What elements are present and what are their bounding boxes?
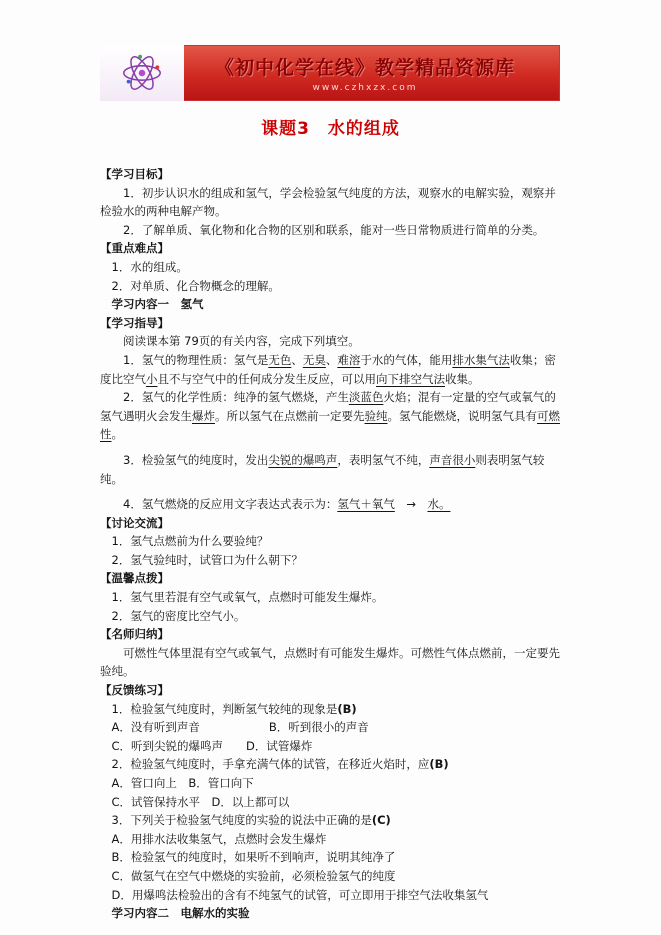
doc-line (100, 165, 561, 184)
doc-line (100, 830, 561, 849)
doc-line (100, 886, 561, 905)
doc-line (100, 848, 561, 867)
text-segment: 1．初步认识水的组成和氢气，学会检验氢气纯度的方法，观察水的电解实验，观察并检验水的两种电解产物。 (100, 185, 556, 219)
answer-segment: 难溶 (337, 352, 361, 367)
text-segment: 【讨论交流】 (100, 515, 169, 530)
text-segment: 。氢气能燃烧，说明氢气具有 (387, 408, 537, 423)
answer-segment: 淡蓝色 (348, 390, 384, 405)
text-segment: 阅读课本第 79页的有关内容，完成下列填空。 (123, 334, 360, 349)
text-segment: 则表明氢气较纯。 (100, 452, 545, 486)
text-segment: C．做氢气在空气中燃烧的实验前，必须检验氢气的纯度 (111, 868, 396, 883)
text-segment: 4．氢气燃烧的反应用文字表达式表示为： (123, 497, 338, 512)
answer-segment: 向下排空气法 (376, 371, 445, 386)
text-segment: C．试管保持水平 D．以上都可以 (111, 794, 290, 809)
text-segment: 1．氢气里若混有空气或氧气，点燃时可能发生爆炸。 (111, 590, 384, 605)
text-segment: 【名师归纳】 (100, 627, 169, 642)
banner-title: 《初中化学在线》教学精品资源库 (214, 57, 515, 79)
answer-segment: (B) (429, 757, 449, 772)
text-segment: 1．水的组成。 (111, 259, 188, 274)
doc-line (100, 295, 561, 314)
text-segment: 2．氢气的密度比空气小。 (111, 608, 246, 623)
text-segment: A．没有听到声音 B．听到很小的声音 (111, 720, 369, 735)
site-banner (100, 45, 560, 101)
text-segment: 火焰；混有一定量的空气或氧气的氢气遇明火会发生 (100, 390, 556, 423)
doc-line (100, 551, 561, 570)
text-segment: 于水的气体，能用 (360, 352, 453, 367)
text-segment: 【学习指导】 (100, 315, 169, 330)
text-segment: D．用爆鸣法检验出的含有不纯氢气的试管，可立即用于排空气法收集氢气 (111, 887, 489, 902)
answer-segment: (C) (371, 813, 391, 828)
doc-line (100, 332, 561, 351)
answer-segment: 无臭 (302, 352, 326, 367)
doc-line (100, 532, 561, 551)
answer-segment: 可燃性 (100, 408, 560, 442)
doc-line (100, 774, 561, 793)
answer-segment: 小 (146, 371, 158, 386)
doc-line (100, 588, 561, 607)
text-segment: A．用排水法收集氢气，点燃时会发生爆炸 (111, 831, 327, 846)
atom-logo-icon (100, 45, 184, 101)
page-title: 课题3 水的组成 (261, 119, 400, 139)
text-segment: B．检验氢气的纯度时，如果听不到响声，说明其纯净了 (111, 850, 396, 865)
text-segment: A．管口向上 B．管口向下 (111, 776, 254, 790)
text-segment: 学习内容二 电解水的实验 (111, 906, 250, 921)
text-segment: 2．对单质、化合物概念的理解。 (111, 278, 280, 293)
doc-line (100, 495, 561, 514)
text-segment: 、 (291, 352, 303, 367)
doc-line (100, 755, 561, 774)
doc-line (100, 184, 561, 221)
text-segment: 可燃性气体里混有空气或氧气，点燃时有可能发生爆炸。可燃性气体点燃前，一定要先验纯。 (100, 645, 560, 679)
answer-segment: (B) (337, 701, 357, 716)
text-segment: → (394, 497, 428, 512)
document-body (100, 165, 561, 923)
doc-line (100, 718, 561, 737)
text-segment: 【温馨点拨】 (100, 571, 169, 586)
doc-line (100, 644, 561, 681)
doc-line (100, 737, 561, 756)
doc-line (100, 904, 561, 923)
text-segment: 2．氢气验纯时，试管口为什么朝下？ (111, 552, 303, 567)
text-segment: 收集。 (445, 371, 480, 386)
banner-url: www.czhxzx.com (312, 83, 418, 93)
text-segment: 2．了解单质、氧化物和化合物的区别和联系，能对一些日常物质进行简单的分类。 (123, 222, 545, 237)
text-segment: 1．氢气点燃前为什么要验纯？ (111, 534, 269, 549)
text-segment: 1．检验氢气纯度时，判断氢气较纯的现象是 (111, 701, 338, 716)
doc-line (100, 607, 561, 626)
doc-line (100, 221, 561, 240)
answer-segment: 声音很小 (429, 452, 476, 467)
text-segment: 2．检验氢气纯度时，手拿充满气体的试管，在移近火焰时，应 (111, 757, 430, 772)
doc-line (100, 239, 561, 258)
text-segment: 3．检验氢气的纯度时，发出 (123, 452, 269, 467)
doc-line (100, 811, 561, 830)
doc-line (100, 700, 561, 719)
text-segment: 。所以氢气在点燃前一定要先 (215, 408, 365, 423)
text-segment: 【反馈练习】 (100, 683, 169, 698)
answer-segment: 排水集气法 (452, 352, 510, 367)
doc-line (100, 625, 561, 644)
text-segment: 【重点难点】 (100, 241, 169, 256)
text-segment: ，表明氢气不纯， (337, 452, 430, 467)
text-segment: 、 (325, 352, 338, 367)
text-segment: 2．氢气的化学性质：纯净的氢气燃烧，产生 (123, 390, 349, 405)
doc-line (100, 388, 561, 444)
answer-segment: 氢气＋氧气 (337, 497, 395, 512)
text-segment: 收集；密度比空气 (100, 352, 556, 386)
answer-segment: 水。 (427, 497, 451, 512)
text-segment: 且不与空气中的任何成分发生反应，可以用 (157, 371, 376, 386)
document-content (100, 106, 561, 923)
text-segment: 学习内容一 氢气 (111, 297, 204, 312)
text-segment: 。 (111, 427, 123, 442)
doc-line (100, 793, 561, 812)
text-segment: C．听到尖锐的爆鸣声 D．试管爆炸 (111, 738, 313, 753)
answer-segment: 尖锐的爆鸣声 (268, 452, 338, 467)
doc-line (100, 681, 561, 700)
text-segment: 1．氢气的物理性质：氢气是 (123, 352, 269, 367)
text-segment: 【学习目标】 (100, 167, 169, 181)
doc-line (100, 314, 561, 333)
doc-line (100, 514, 561, 533)
answer-segment: 爆炸 (192, 408, 215, 423)
doc-line (100, 277, 561, 296)
doc-line (100, 258, 561, 277)
answer-segment: 无色 (268, 352, 292, 367)
text-segment: 3．下列关于检验氢气纯度的实验的说法中正确的是 (111, 813, 372, 828)
doc-line (100, 351, 561, 388)
answer-segment: 验纯 (364, 408, 388, 423)
doc-line (100, 451, 561, 488)
doc-line (100, 867, 561, 886)
banner-text (184, 53, 560, 93)
doc-line (100, 569, 561, 588)
